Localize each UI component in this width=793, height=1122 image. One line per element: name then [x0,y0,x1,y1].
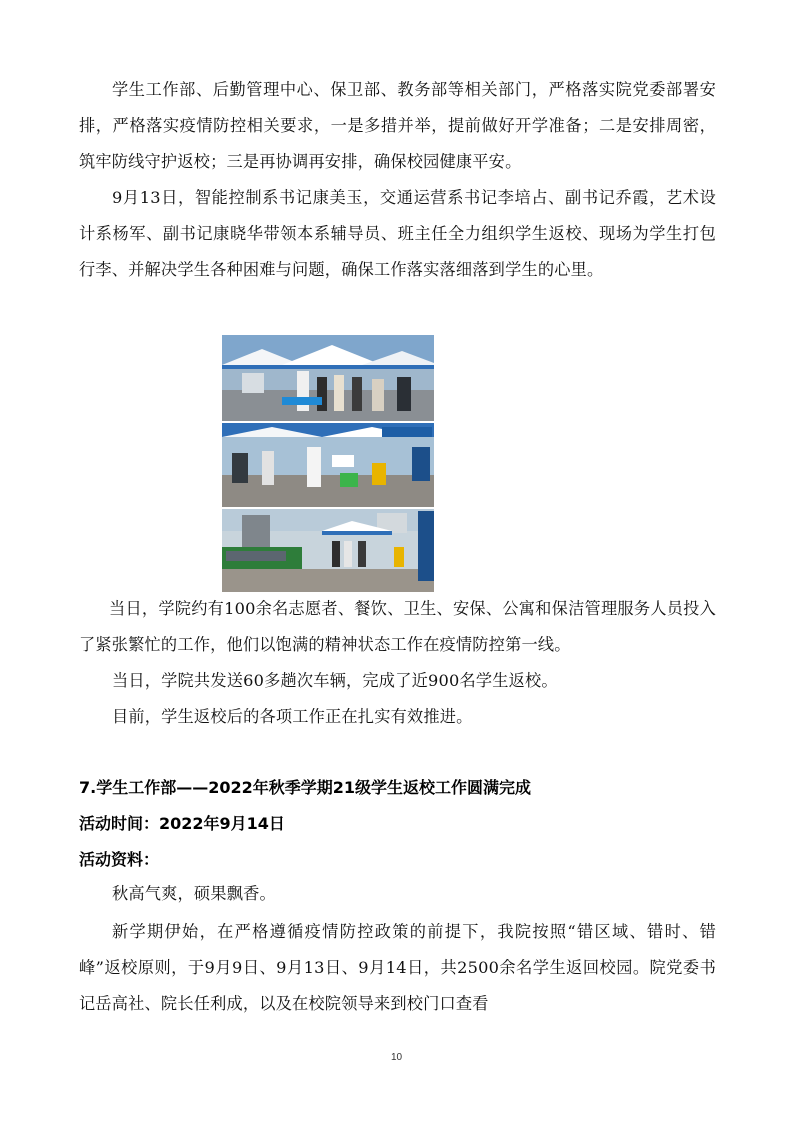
page-number: 10 [390,1052,403,1063]
paragraph-volunteers: 当日，学院约有100余名志愿者、餐饮、卫生、安保、公寓和保洁管理服务人员投入了紧张繁忙的工作，他们以饱满的精神状态工作在疫情防控第一线。 [79,599,716,654]
paragraph-new-semester: 新学期伊始，在严格遵循疫情防控政策的前提下，我院按照“错区域、错时、错峰”返校原则，于9月9日、9月13日、9月14日，共2500余名学生返回校园。院党委书记岳高社、院长任利成，以及在校院领导来到校门口查看 [79,922,716,1013]
activity-time: 活动时间：2022年9月14日 [79,814,285,833]
section-heading: 7.学生工作部——2022年秋季学期21级学生返校工作圆满完成 [79,778,532,797]
paragraph-vehicles: 当日，学院共发送60多趟次车辆，完成了近900名学生返校。 [112,671,558,690]
student-return-photo [222,335,434,592]
paragraph-sept-13: 9月13日，智能控制系书记康美玉，交通运营系书记李培占、副书记乔霞，艺术设计系杨军、副书记康晓华带领本系辅导员、班主任全力组织学生返校、现场为学生打包行李、并解决学生各种困难与问题，确保工作落实落细落到学生的心里。 [79,188,716,279]
paragraph-autumn: 秋高气爽，硕果飘香。 [112,884,276,903]
paragraph-departments: 学生工作部、后勤管理中心、保卫部、教务部等相关部门，严格落实院党委部署安排，严格落实疫情防控相关要求，一是多措并举，提前做好开学准备；二是安排周密，筑牢防线守护返校；三是再协调再安排，确保校园健康平安。 [79,80,716,171]
paragraph-progress: 目前，学生返校后的各项工作正在扎实有效推进。 [112,707,473,726]
activity-material-label: 活动资料： [79,850,160,869]
photo-collage-graphic [222,335,434,592]
